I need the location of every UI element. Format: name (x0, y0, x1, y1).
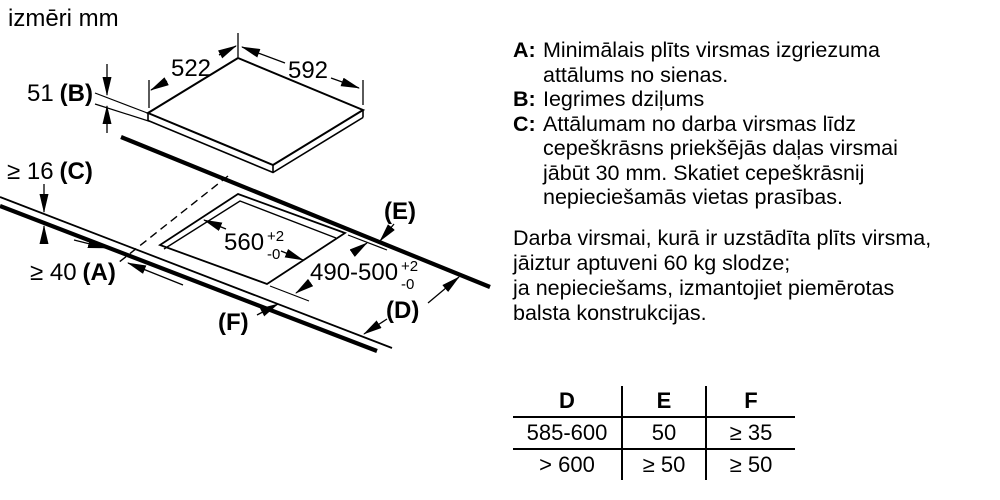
dimension-arrow (219, 46, 236, 55)
table-header-E: E (623, 386, 707, 418)
table-cell: 585-600 (513, 418, 623, 450)
legend-item-B (513, 87, 983, 112)
dimension-arrow (354, 243, 367, 252)
dimension-arrow (242, 47, 285, 63)
dim-490-500-tolerance-plus: +2 (401, 258, 419, 275)
dim-B-key: (B) (59, 80, 93, 107)
table-cell: ≥ 50 (729, 452, 773, 477)
table-header-D: D (513, 386, 623, 418)
legend-key-A: A: (513, 38, 536, 62)
dim-522-value: 522 (170, 55, 212, 82)
table-cell: > 600 (513, 450, 623, 480)
legend-key-C: C: (513, 111, 536, 136)
dim-560-value: 560 (224, 229, 265, 256)
legend-line: attālums no sienas. (543, 62, 729, 87)
legend-line: cepeškrāsns priekšējās daļas virsmai (543, 136, 898, 160)
table-cell: ≥ 50 (623, 450, 707, 480)
legend-item-C (513, 112, 983, 210)
note-line: Darba virsmai, kurā ir uzstādīta plīts virsma, (513, 226, 932, 250)
dim-592-value: 592 (287, 57, 329, 84)
dim-490-500-tolerance-minus: -0 (401, 276, 415, 293)
legend-line: Iegrimes dziļums (543, 87, 705, 111)
note-line: jāiztur aptuveni 60 kg slodze; (513, 251, 791, 275)
dimension-arrow (331, 78, 359, 88)
legend-line: Attālumam no darba virsmas līdz (543, 111, 857, 136)
legend-key-B: B: (513, 87, 536, 111)
label-D-text: (D) (386, 297, 420, 324)
dim-C-key: (C) (59, 158, 93, 185)
def-dimension-table (513, 386, 795, 480)
dimension-arrow (151, 81, 167, 90)
page-title: izmēri mm (8, 5, 119, 32)
label-E-text: (E) (384, 198, 416, 225)
legend (513, 38, 983, 210)
extension-line (95, 104, 150, 122)
table-header-F: F (707, 386, 795, 418)
label-arrow (428, 277, 459, 303)
dim-A-key: (A) (82, 259, 116, 286)
legend-line: Minimālais plīts virsmas izgriezuma (543, 38, 880, 62)
dim-40-number: ≥ 40 (30, 259, 77, 286)
dimension-16-C (7, 158, 93, 243)
note-line: ja nepieciešams, izmantojiet piemērotas (513, 276, 895, 300)
table-cell: 50 (623, 418, 707, 450)
dim-40-A-value (30, 259, 116, 286)
legend-item-A (513, 38, 983, 87)
label-E (380, 198, 416, 241)
label-F-text: (F) (218, 309, 249, 336)
label-F (218, 304, 278, 336)
load-note (513, 226, 983, 326)
label-arrow (380, 224, 394, 241)
dimension-arrow (296, 283, 310, 293)
legend-line: nepieciešamās vietas prasības. (543, 185, 843, 209)
dimension-51-B (27, 64, 150, 133)
label-arrow (364, 319, 387, 334)
dim-490-500-value: 490-500 (310, 259, 399, 286)
dim-51-number: 51 (26, 80, 54, 107)
dim-16-number: ≥ 16 (7, 158, 54, 185)
dim-560-tolerance-minus: -0 (267, 246, 281, 263)
dim-16-C-value (7, 158, 93, 185)
table-cell: ≥ 35 (707, 418, 795, 450)
dim-560-tolerance-plus: +2 (267, 228, 285, 245)
extension-line (95, 93, 150, 114)
note-line: balsta konstrukcijas. (513, 301, 707, 325)
dim-51-B-value (27, 80, 93, 107)
legend-line: jābūt 30 mm. Skatiet cepeškrāsnij (543, 160, 865, 185)
